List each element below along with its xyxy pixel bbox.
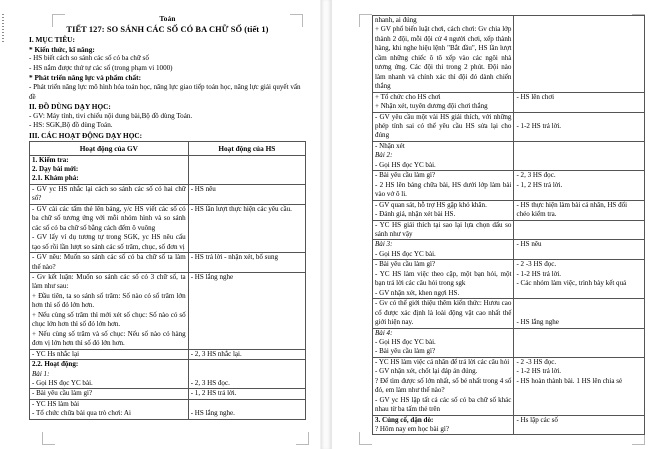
page-left-content xyxy=(29,15,306,420)
cell-paragraph: - YC HS làm việc theo cặp, một bạn hỏi, một bạn trả lời các câu hỏi trong sgk xyxy=(375,269,512,288)
cell-gv xyxy=(373,16,514,93)
cell-paragraph: - Hs lập các số xyxy=(516,415,558,424)
cell-hs xyxy=(514,260,645,299)
cell-paragraph: - Nhận xét xyxy=(375,141,405,150)
table-row xyxy=(373,299,645,328)
subject-title: Toán xyxy=(159,15,176,23)
cell-paragraph: - Bài yêu cầu làm gì? xyxy=(375,347,436,356)
cell-gv xyxy=(30,272,189,349)
page-right-content xyxy=(372,15,645,435)
cell-paragraph: - 1, 2 HS trả lời. xyxy=(516,180,563,189)
table-row xyxy=(30,272,306,349)
page-right xyxy=(332,0,650,449)
table-header-row xyxy=(30,141,306,155)
cell-hs xyxy=(514,415,645,435)
cell-gv xyxy=(373,141,514,170)
column-header-gv: Hoạt động của GV xyxy=(30,141,189,155)
cell-paragraph: - 2, 3 HS nhắc lại. xyxy=(190,349,242,358)
cell-paragraph: - 2, 3 HS đọc. xyxy=(516,171,556,180)
table-row xyxy=(30,184,306,204)
cell-paragraph: - Bài yêu cầu làm gì? xyxy=(32,389,93,398)
cell-hs xyxy=(514,200,645,220)
cell-paragraph: - Bài yêu cầu làm gì? xyxy=(375,171,436,180)
table-row xyxy=(30,349,306,359)
cell-gv xyxy=(373,328,514,357)
cell-paragraph: - GV yc HS lập tất cả các số có ba chữ số khác nhau từ ba tấm thẻ trên xyxy=(375,395,512,414)
cell-paragraph: - HS nêu xyxy=(190,184,216,193)
table-row xyxy=(373,200,645,220)
objective-line: I. MỤC TIÊU: xyxy=(29,35,75,44)
table-row xyxy=(373,240,645,260)
cell-gv xyxy=(373,92,514,112)
cell-paragraph: - HS lên chơi xyxy=(516,92,555,101)
cell-hs xyxy=(514,299,645,328)
cell-paragraph: + Nhận xét, tuyên dương đội chơi thắng xyxy=(375,102,488,111)
cell-paragraph: - 1-2 HS trả lời. xyxy=(516,269,562,278)
cell-hs xyxy=(514,240,645,260)
cell-gv xyxy=(373,220,514,240)
cell-paragraph xyxy=(516,113,642,122)
table-row xyxy=(373,328,645,357)
cell-hs xyxy=(514,328,645,357)
table-row xyxy=(373,220,645,240)
cell-hs xyxy=(188,184,305,204)
cell-hs xyxy=(188,389,305,399)
cell-paragraph xyxy=(191,360,303,369)
cell-paragraph: - Tổ chức chữa bài qua trò chơi: Ai xyxy=(32,409,131,418)
cell-paragraph: - HS trả lời - nhận xét, bổ sung xyxy=(190,253,278,262)
cell-paragraph: 1. Kiểm tra: xyxy=(32,155,69,164)
cell-gv xyxy=(30,253,189,273)
objective-line: III. CÁC HOẠT ĐỘNG DẠY HỌC: xyxy=(29,130,143,140)
cell-paragraph: - HS lần lượt thực hiện các yêu cầu. xyxy=(190,204,292,213)
table-row xyxy=(373,16,645,93)
cell-paragraph: + Nếu cùng số trăm và số chục: Nếu số nào có hàng đơn vị lớn hơn thì số đó lớn hơn. xyxy=(32,329,186,348)
objective-line: II. ĐỒ DÙNG DẠY HỌC: xyxy=(29,102,111,112)
cell-gv xyxy=(30,184,189,204)
cell-hs xyxy=(188,399,305,419)
lesson-activity-table-left xyxy=(29,141,306,420)
table-row xyxy=(30,389,306,399)
cell-paragraph: - GV nhận xét, chốt lại đáp án đúng. xyxy=(375,367,478,376)
column-header-hs: Hoạt động của HS xyxy=(188,141,305,155)
table-row xyxy=(30,360,306,389)
table-row xyxy=(30,155,306,184)
table-row xyxy=(373,171,645,200)
cell-hs xyxy=(514,92,645,112)
cell-hs xyxy=(188,272,305,349)
cell-paragraph: ? Để tìm được số lớn nhất, số bé nhất trong 4 số đó, em làm như thế nào? xyxy=(375,376,512,395)
table-row xyxy=(373,260,645,299)
cell-paragraph: + Đầu tiên, ta so sánh số trăm: Số nào có số trăm lớn hơn thì số đó lớn hơn. xyxy=(32,291,186,310)
table-row xyxy=(30,204,306,252)
cell-paragraph: Bài 2: xyxy=(375,151,393,160)
cell-paragraph: - HS hoàn thành bài. 1 HS lên chia sẻ xyxy=(516,376,623,385)
table-body-left xyxy=(30,155,306,419)
cell-paragraph: Bài 1: xyxy=(32,369,50,378)
cell-paragraph xyxy=(516,309,642,318)
cell-hs xyxy=(188,204,305,252)
cell-paragraph: - Gọi HS đọc YC bài. xyxy=(375,337,436,346)
table-row xyxy=(373,92,645,112)
cell-paragraph: - GV nêu: Muốn so sánh các số có ba chữ số ta làm thế nào? xyxy=(32,253,186,271)
cell-gv xyxy=(373,299,514,328)
objective-line: * Kiến thức, kĩ năng: xyxy=(29,44,95,54)
cell-gv xyxy=(373,112,514,141)
cell-hs xyxy=(188,155,305,184)
cell-gv xyxy=(30,389,189,399)
table-row xyxy=(373,415,645,435)
cell-gv xyxy=(30,204,189,252)
cell-paragraph: - YC HS giải thích tại sao lại lựa chọn dấu so sánh như vậy xyxy=(375,220,512,238)
cell-paragraph: - Gọi HS đọc YC bài. xyxy=(375,160,436,169)
cell-paragraph: - GV cài các tấm thẻ lên bảng, y/c HS viết các số có ba chữ số tương ứng với mỗi nhóm hình và so sánh các số có ba chữ số bằng cách đếm ô vuông xyxy=(32,204,186,232)
cell-paragraph: - HS lắng nghe. xyxy=(190,409,235,418)
table-row xyxy=(30,399,306,419)
page-divider-gutter xyxy=(320,0,332,449)
cell-paragraph: - GV nhận xét, khen ngợi HS. xyxy=(375,288,460,297)
cell-gv xyxy=(30,399,189,419)
cell-paragraph: - GV quan sát, hỗ trợ HS gặp khó khăn. xyxy=(375,200,487,209)
cell-paragraph: - 2 -3 HS đọc. xyxy=(516,260,557,269)
cell-paragraph: Bài 4: xyxy=(375,328,393,337)
cell-paragraph: - Gọi HS đọc YC bài. xyxy=(375,249,436,258)
cell-hs xyxy=(188,349,305,359)
cell-gv xyxy=(373,240,514,260)
cell-paragraph: Bài 3: xyxy=(375,240,393,249)
cell-hs xyxy=(514,357,645,415)
cell-paragraph: - 1, 2 HS trả lời. xyxy=(190,389,237,398)
cell-paragraph: - YC Hs nhắc lại xyxy=(32,349,80,358)
cell-paragraph: - Bài yêu cầu làm gì? xyxy=(375,260,436,269)
table-row xyxy=(30,253,306,273)
cell-paragraph: - HS thực hiện làm bài cá nhân, HS đổi chéo kiểm tra. xyxy=(516,200,628,219)
page-title: TIẾT 127: SO SÁNH CÁC SỐ CÓ BA CHỮ SỐ (tiết 1) xyxy=(66,25,269,34)
cell-paragraph xyxy=(516,299,642,308)
table-row xyxy=(373,141,645,170)
cell-paragraph: - 1-2 HS trả lời. xyxy=(516,367,562,376)
cell-hs xyxy=(514,141,645,170)
cell-paragraph: - 2 HS lên bảng chữa bài, HS dưới lớp làm bài vào vở ô li. xyxy=(375,180,512,199)
cell-hs xyxy=(514,220,645,240)
cell-paragraph: - GV yc HS nhắc lại cách so sánh các số có hai chữ số? xyxy=(32,184,186,203)
objective-line: * Phát triển năng lực và phẩm chất: xyxy=(29,73,142,83)
cell-paragraph xyxy=(191,369,303,378)
cell-paragraph: - YC HS làm việc cá nhân để trả lời các câu hỏi xyxy=(375,357,510,366)
cell-paragraph: - Các nhóm làm việc, trình bày kết quả xyxy=(516,279,627,288)
cell-gv xyxy=(373,171,514,200)
cell-hs xyxy=(188,253,305,273)
lesson-heading xyxy=(29,15,306,35)
page-left xyxy=(0,0,320,449)
cell-paragraph: 2.2. Hoạt động: xyxy=(32,360,79,369)
cell-paragraph: ? Hôm nay em học bài gì? xyxy=(375,425,449,434)
objectives-section xyxy=(29,35,306,141)
cell-hs xyxy=(514,171,645,200)
cell-paragraph: - 2 -3 HS đọc. xyxy=(516,357,557,366)
cell-gv xyxy=(373,357,514,415)
cell-paragraph: - HS lắng nghe xyxy=(190,272,234,281)
objective-line: - HS: SGK,Bộ đồ dùng Toán. xyxy=(29,121,113,130)
cell-gv xyxy=(373,415,514,435)
cell-paragraph: - HS lắng nghe xyxy=(516,318,559,327)
objective-line: - HS nắm được thứ tự các số (trong phạm vi 1000) xyxy=(29,63,173,72)
cell-paragraph: - 1-2 HS trả lời. xyxy=(516,121,562,130)
cell-gv xyxy=(30,360,189,389)
cell-paragraph: + Nếu cùng số trăm thì mới xét số chục: Số nào có số chục lớn hơn thì số đó lớn hơn. xyxy=(32,310,186,329)
cell-paragraph: + GV phổ biến luật chơi, cách chơi: Gv chia lớp thành 2 đội, mỗi đội cử 4 người chơi, xếp thành hàng, khi nghe hiệu lệnh "Bắt đầu", HS lần lượt cầm những chiếc ô tô xếp vào các ngôi nhà tương ứng. Các đội thi trong 2 phút. Đội nào làm nhanh và chính xác thì đội đó dành chiến thắng xyxy=(375,25,512,91)
cell-paragraph: - GV yêu cầu một vài HS giải thích, với những phép tính sai có thể yêu cầu HS sửa lại cho đúng xyxy=(375,112,512,140)
table-row xyxy=(373,112,645,141)
cell-gv xyxy=(373,260,514,299)
cell-paragraph: + Tổ chức cho HS chơi xyxy=(375,92,441,101)
cell-hs xyxy=(514,16,645,93)
cell-paragraph: - YC HS làm bài xyxy=(32,399,80,408)
cell-paragraph: 2.1. Khám phá: xyxy=(32,174,79,183)
cell-paragraph: nhanh, ai đúng xyxy=(375,16,417,24)
cell-paragraph: - Gọi HS đọc YC bài. xyxy=(32,378,93,387)
cell-paragraph: - GV lấy ví dụ tương tự trong SGK, yc HS nêu cấu tạo số rồi lần lượt so sánh các số trăm, chục, số đơn vị xyxy=(32,233,186,251)
cell-paragraph: - Gv kết luận: Muốn so sánh các số có 3 chữ số, ta làm như sau: xyxy=(32,272,186,291)
cell-paragraph: - 2, 3 HS đọc. xyxy=(190,378,230,387)
objective-line: - Phát triển năng lực mô hình hóa toán học, năng lực giao tiếp toán học, năng lực giải quyết vấn đề xyxy=(29,82,301,101)
cell-gv xyxy=(30,155,189,184)
page-ruler-dots xyxy=(2,14,5,36)
table-body-right xyxy=(373,16,645,435)
cell-hs xyxy=(188,360,305,389)
cell-paragraph: 3. Củng cố, dặn dò: xyxy=(375,415,434,424)
cell-paragraph: 2. Dạy bài mới: xyxy=(32,164,79,173)
cell-gv xyxy=(30,349,189,359)
cell-paragraph: - Gv có thể giới thiệu thêm kiến thức: Hươu cao cổ được xác định là loài động vật cao nhất thế giới hiện nay. xyxy=(375,299,512,327)
cell-paragraph xyxy=(191,400,303,409)
cell-gv xyxy=(373,200,514,220)
objective-line: - GV: Máy tính, tivi chiếu nội dung bài,Bộ đồ dùng Toán. xyxy=(29,111,193,120)
objective-line: - HS biết cách so sánh các số có ba chữ số xyxy=(29,54,149,63)
cell-paragraph: - Đánh giá, nhận xét bài HS. xyxy=(375,210,456,219)
table-row xyxy=(373,357,645,415)
cell-hs xyxy=(514,112,645,141)
lesson-activity-table-right xyxy=(372,15,645,435)
cell-paragraph: - HS nêu xyxy=(516,240,542,249)
